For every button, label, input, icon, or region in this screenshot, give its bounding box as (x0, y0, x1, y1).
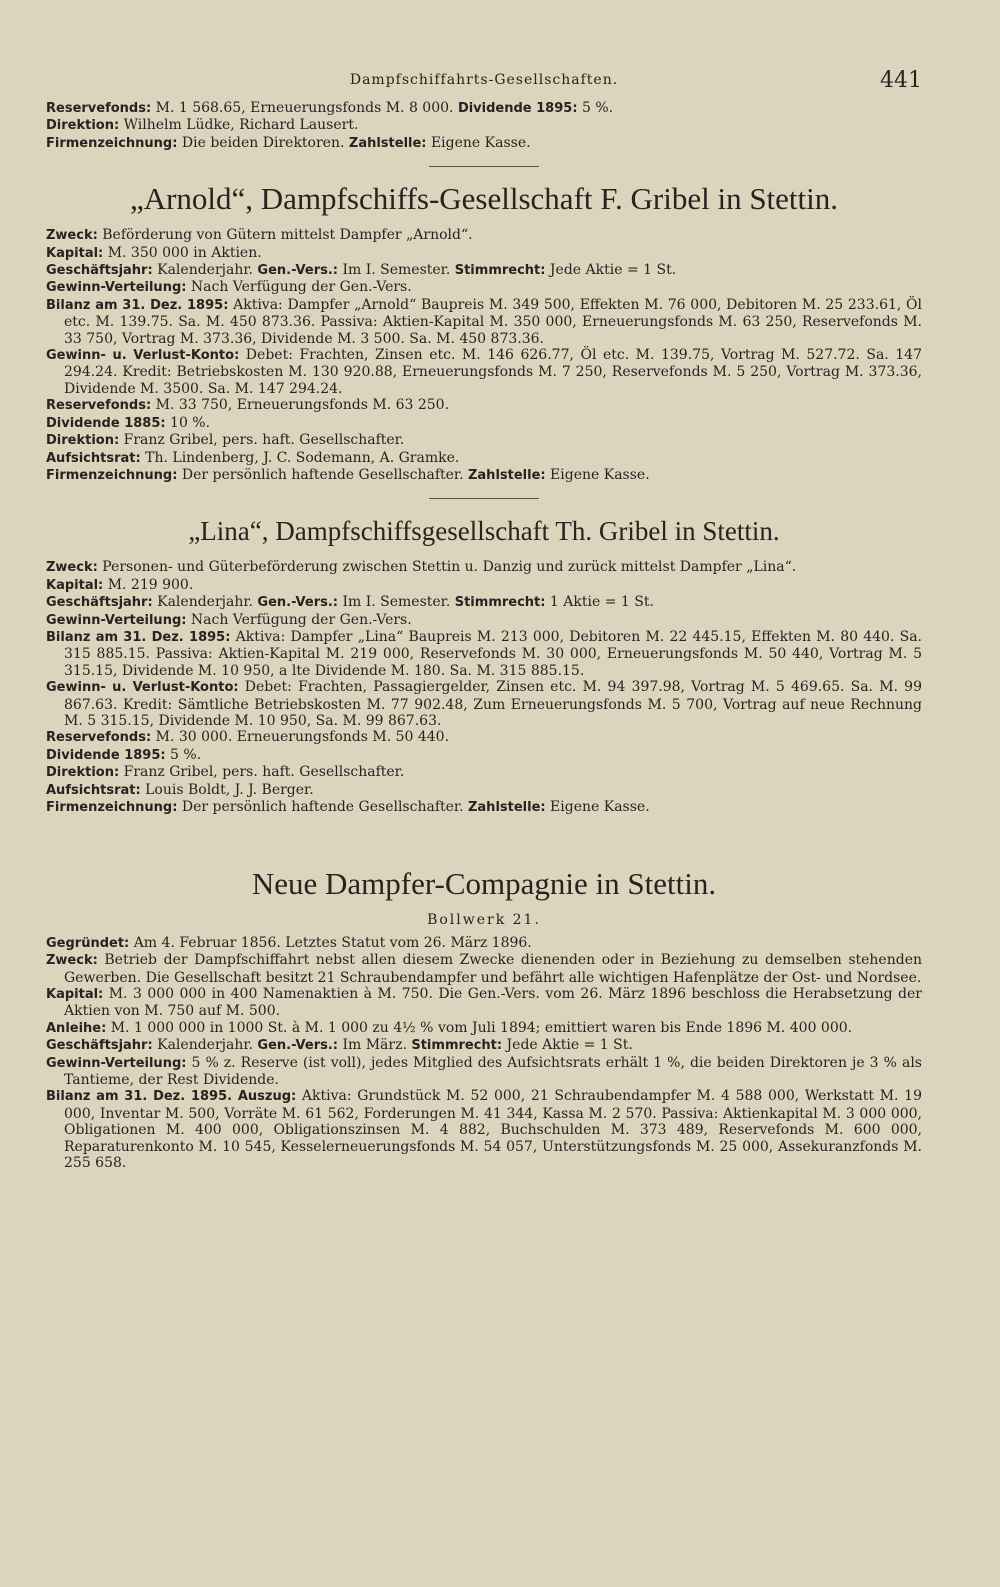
field-label: Gen.-Vers.: (257, 263, 338, 279)
field-text: M. 350 000 in Aktien. (103, 244, 262, 261)
entry-paragraph (46, 764, 922, 781)
entry-paragraph (46, 467, 922, 484)
field-label: Kapital: (46, 245, 104, 261)
field-label: Aufsichtsrat: (46, 450, 141, 466)
entry-paragraph (46, 594, 922, 611)
field-text: Debet: Frachten, Passagiergelder, Zinsen etc. M. 94 397.98, Vortrag M. 5 469.65. Sa. M. 99 867.63. Kredit: Sämtliche Betriebskosten M. 77 902.48, Zum Erneuerungsfonds M. 5 700, Vortrag auf neue Rechnung M. 5 315.15, Dividende M. 10 950, Sa. M. 99 867.63. (64, 679, 922, 729)
entry-paragraph (46, 935, 922, 952)
entry-lines (46, 227, 922, 484)
entry-paragraph (46, 262, 922, 279)
field-text: Eigene Kasse. (545, 799, 650, 815)
entry-paragraph (46, 679, 922, 729)
entry-paragraph (46, 279, 922, 296)
field-text: M. 219 900. (103, 576, 194, 593)
field-text: Am 4. Februar 1856. Letztes Statut vom 26. März 1896. (129, 934, 532, 951)
field-text: M. 33 750, Erneuerungsfonds M. 63 250. (151, 397, 450, 414)
field-text: Eigene Kasse. (545, 466, 650, 483)
field-text: Nach Verfügung der Gen.-Vers. (186, 611, 412, 628)
field-label: Stimmrecht: (454, 595, 546, 611)
entry-lines (46, 935, 922, 1172)
field-label: Zahlstelle: (348, 135, 427, 151)
entry-lina (46, 513, 922, 816)
field-label: Gewinn-Verteilung: (46, 280, 187, 296)
field-label: Zahlstelle: (467, 800, 546, 815)
field-text: M. 1 000 000 in 1000 St. à M. 1 000 zu 4½ % vom Juli 1894; emittiert waren bis Ende 1896 M. 400 000. (106, 1019, 853, 1036)
entry-paragraph (46, 415, 922, 432)
entry-paragraph (46, 245, 922, 262)
page-number: 441 (880, 68, 922, 93)
field-label: Gewinn- u. Verlust-Konto: (46, 348, 240, 364)
company-title: Neue Dampfer-Compagnie in Stettin. (251, 866, 717, 902)
entry-paragraph (46, 577, 922, 594)
field-text: Personen- und Güterbeförderung zwischen Stettin u. Danzig und zurück mittelst Dampfer „Lina“. (97, 559, 797, 576)
field-text: Louis Boldt, J. J. Berger. (140, 781, 314, 798)
field-text: Franz Gribel, pers. haft. Gesellschafter. (119, 764, 405, 781)
field-text: Debet: Frachten, Zinsen etc. M. 146 626.77, Öl etc. M. 139.75, Vortrag M. 527.72. Sa. 147 294.24. Kredit: Betriebskosten M. 130 920.88, Erneuerungsfonds M. 7 250, Reservefonds M. 5 250, Vortrag M. 373.36, Dividende M. 3500. Sa. M. 147 294.24. (64, 347, 922, 397)
field-text: Aktiva: Grundstück M. 52 000, 21 Schraubendampfer M. 4 588 000, Werkstatt M. 19 000, Inventar M. 500, Vorräte M. 61 562, Forderungen M. 41 344, Kassa M. 2 570. Passiva: Aktienkapital M. 3 000 000, Obligationen M. 400 000, Obligationszinsen M. 4 882, Buchschulden M. 373 489, Reservefonds M. 600 000, Reparaturenkonto M. 10 545, Kesselerneuerungsfonds M. 54 057, Unterstützungsfonds M. 25 000, Assekuranzfonds M. 255 658. (64, 1088, 922, 1172)
field-label: Bilanz am 31. Dez. 1895: (46, 629, 231, 645)
field-label: Geschäftsjahr: (46, 595, 153, 611)
entry-neue-dampfer (46, 866, 922, 1171)
field-text: Aktiva: Dampfer „Arnold“ Baupreis M. 349 500, Effekten M. 76 000, Debitoren M. 25 233.61, Öl etc. M. 139.75. Sa. M. 450 873.36. Passiva: Aktien-Kapital M. 350 000, Erneuerungsfonds M. 63 250, Reservefonds M. 33 750, Vortrag M. 373.36, Dividende M. 3 500. Sa. M. 450 873.36. (64, 296, 922, 347)
entry-paragraph (46, 799, 922, 816)
field-text: Der persönlich haftende Gesellschafter. (177, 799, 468, 815)
field-text: Jede Aktie = 1 St. (545, 262, 677, 279)
field-label: Bilanz am 31. Dez. 1895. Auszug: (46, 1089, 297, 1105)
entry-paragraph (46, 612, 922, 629)
entry-lines (46, 559, 922, 816)
field-text: Die beiden Direktoren. (177, 134, 349, 151)
field-text: M. 30 000. Erneuerungsfonds M. 50 440. (151, 729, 450, 746)
entry-paragraph (46, 100, 922, 117)
field-text: 10 %. (165, 414, 211, 431)
field-label: Direktion: (46, 433, 120, 449)
entry-paragraph (46, 347, 922, 397)
field-text: Franz Gribel, pers. haft. Gesellschafter. (119, 432, 405, 449)
field-label: Anleihe: (46, 1020, 107, 1036)
field-text: Im I. Semester. (338, 594, 455, 611)
field-text: Aktiva: Dampfer „Lina“ Baupreis M. 213 000, Debitoren M. 22 445.15, Effekten M. 80 440. Sa. 315 885.15. Passiva: Aktien-Kapital M. 219 000, Reservefonds M. 30 000, Erneuerungsfonds M. 50 440, Vortrag M. 5 315.15, Dividende M. 10 950, a lte Dividende M. 180. Sa. M. 315 885.15. (64, 628, 922, 679)
field-label: Dividende 1885: (46, 415, 166, 431)
field-label: Gewinn- u. Verlust-Konto: (46, 680, 239, 696)
field-label: Gen.-Vers.: (257, 595, 338, 611)
field-label: Zweck: (46, 953, 98, 969)
field-text: Im I. Semester. (338, 262, 455, 279)
entry-paragraph (46, 629, 922, 679)
field-label: Zweck: (46, 560, 98, 576)
field-label: Geschäftsjahr: (46, 263, 153, 279)
company-title: „Lina“, Dampfschiffsgesellschaft Th. Gribel in Stettin. (188, 516, 780, 547)
entry-paragraph (46, 432, 922, 449)
field-label: Reservefonds: (46, 101, 152, 116)
entry-paragraph (46, 397, 922, 414)
entry-paragraph (46, 747, 922, 764)
field-label: Gen.-Vers.: (257, 1038, 338, 1054)
running-title: Dampfschiffahrts-Gesellschaften. (349, 72, 619, 88)
spacer (46, 816, 922, 860)
entry-paragraph (46, 986, 922, 1020)
field-label: Aufsichtsrat: (46, 782, 141, 798)
field-label: Kapital: (46, 987, 104, 1003)
entry-paragraph (46, 297, 922, 347)
field-text: Im März. (338, 1037, 412, 1054)
field-text: 5 %. (165, 746, 202, 763)
entry-paragraph (46, 1055, 922, 1089)
company-title: „Arnold“, Dampfschiffs-Gesellschaft F. Gribel in Stettin. (129, 181, 839, 217)
entry-paragraph (46, 1020, 922, 1037)
field-text: M. 1 568.65, Erneuerungsfonds M. 8 000. (151, 100, 458, 116)
field-label: Geschäftsjahr: (46, 1038, 153, 1054)
field-text: Kalenderjahr. (152, 594, 258, 611)
field-label: Dividende 1895: (457, 101, 578, 116)
field-text: M. 3 000 000 in 400 Namenaktien à M. 750. Die Gen.-Vers. vom 26. März 1896 beschloss die Herabsetzung der Aktien von M. 750 auf M. 500. (64, 986, 922, 1020)
entry-paragraph (46, 559, 922, 576)
field-label: Reservefonds: (46, 730, 152, 746)
field-text: Beförderung von Gütern mittelst Dampfer „Arnold“. (97, 227, 473, 244)
entry-lines (46, 100, 922, 152)
field-text: Der persönlich haftende Gesellschafter. (177, 466, 468, 483)
field-text: 5 % z. Reserve (ist voll), jedes Mitglied des Aufsichtsrats erhält 1 %, die beiden Direktoren je 3 % als Tantieme, der Rest Dividende. (64, 1054, 922, 1089)
entry-paragraph (46, 1037, 922, 1054)
section-divider (429, 166, 539, 167)
entry-paragraph (46, 729, 922, 746)
field-label: Firmenzeichnung: (46, 467, 178, 483)
page-header (46, 60, 922, 100)
field-label: Zahlstelle: (467, 467, 546, 483)
field-label: Dividende 1895: (46, 747, 166, 763)
entry-paragraph (46, 782, 922, 799)
field-label: Direktion: (46, 118, 120, 134)
entry-paragraph (46, 227, 922, 244)
field-text: Betrieb der Dampfschiffahrt nebst allen diesem Zwecke dienenden oder in Beziehung zu demselben stehenden Gewerben. Die Gesellschaft besitzt 21 Schraubendampfer und befährt alle wichtigen Hafenplätze der Ost- und Nordsee. (64, 952, 922, 986)
section-divider (429, 498, 539, 499)
field-text: Kalenderjahr. (152, 1037, 258, 1054)
entry-previous-company (46, 100, 922, 152)
entry-paragraph (46, 1088, 922, 1171)
field-text: Eigene Kasse. (426, 134, 531, 151)
entry-paragraph (46, 450, 922, 467)
field-label: Firmenzeichnung: (46, 135, 178, 151)
field-text: Kalenderjahr. (152, 262, 258, 279)
field-label: Reservefonds: (46, 398, 152, 414)
field-label: Gegründet: (46, 935, 130, 951)
field-label: Firmenzeichnung: (46, 800, 178, 815)
field-text: Th. Lindenberg, J. C. Sodemann, A. Gramke. (140, 449, 460, 466)
field-text: Nach Verfügung der Gen.-Vers. (186, 279, 412, 296)
field-label: Gewinn-Verteilung: (46, 1055, 187, 1071)
field-text: Jede Aktie = 1 St. (502, 1037, 633, 1054)
field-label: Zweck: (46, 228, 98, 244)
field-label: Stimmrecht: (454, 263, 546, 279)
field-label: Stimmrecht: (411, 1038, 503, 1054)
field-label: Bilanz am 31. Dez. 1895: (46, 297, 229, 313)
company-address: Bollwerk 21. (427, 912, 541, 929)
field-text: 1 Aktie = 1 St. (545, 594, 654, 611)
entry-paragraph (46, 117, 922, 134)
entry-paragraph (46, 135, 922, 152)
entry-arnold (46, 181, 922, 484)
field-text: Wilhelm Lüdke, Richard Lausert. (119, 117, 359, 134)
field-text: 5 %. (577, 100, 614, 116)
field-label: Kapital: (46, 577, 104, 593)
field-label: Gewinn-Verteilung: (46, 612, 187, 628)
entry-paragraph (46, 952, 922, 986)
field-label: Direktion: (46, 765, 120, 781)
